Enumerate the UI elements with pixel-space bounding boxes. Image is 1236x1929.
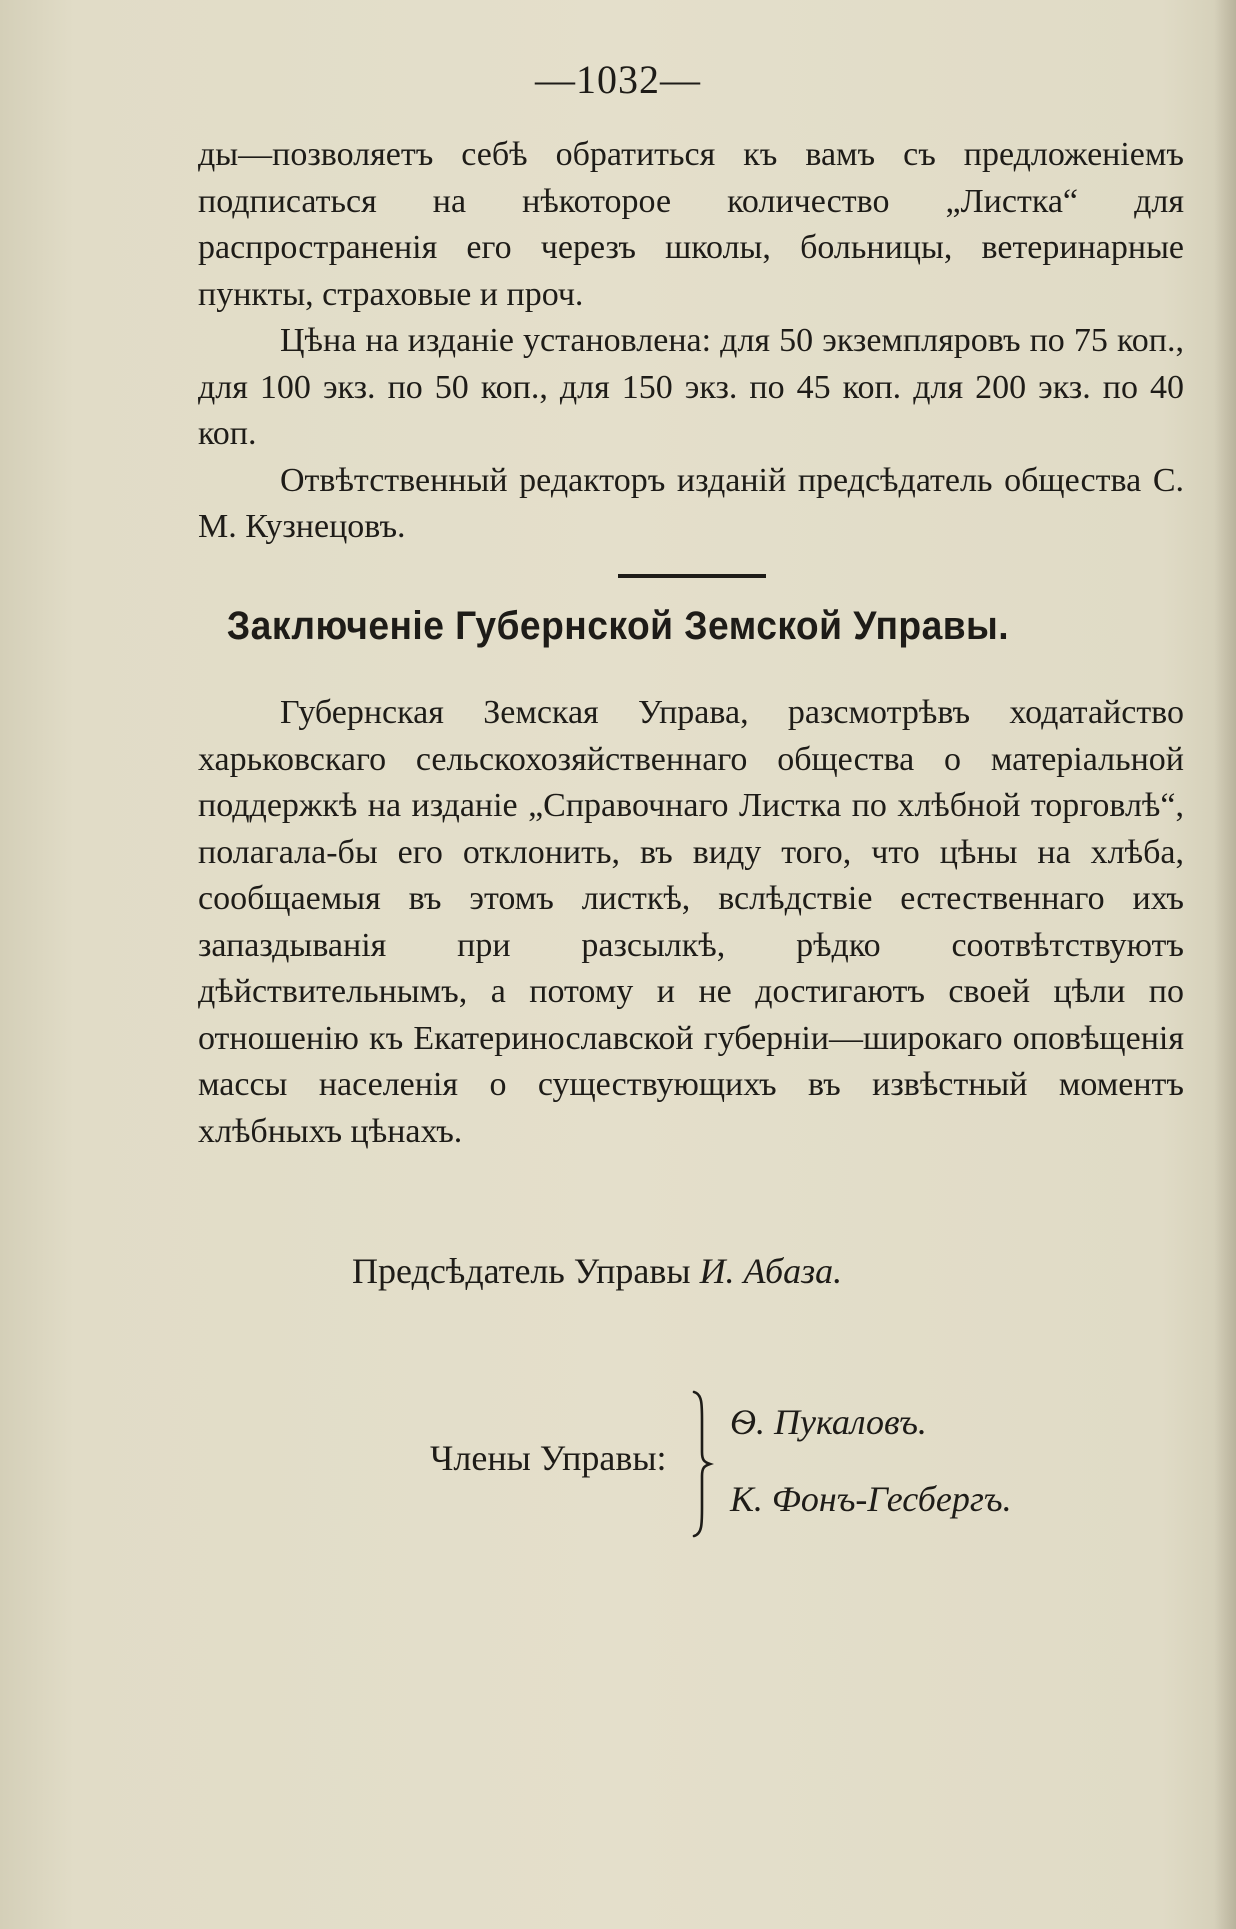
chairman-signature-line	[352, 1250, 842, 1292]
member-signature-2: К. Фонъ-Гесбергъ.	[730, 1479, 1012, 1519]
paragraph-price: Цѣна на изданіе установлена: для 50 экземпляровъ по 75 коп., для 100 экз. по 50 коп., для 150 экз. по 45 коп. для 200 экз. по 40 коп.	[198, 322, 1184, 452]
member-signature-1: Ѳ. Пукаловъ.	[730, 1402, 927, 1442]
curly-brace-icon	[688, 1390, 714, 1538]
paragraph-conclusion: Губернская Земская Управа, разсмотрѣвъ ходатайство харьковскаго сельскохозяйственнаго общества о матеріальной поддержкѣ на изданіе „Справочнаго Листка по хлѣбной торговлѣ“, полагала-бы его отклонить, въ виду того, что цѣны на хлѣба, сообщаемыя въ этомъ листкѣ, вслѣдствіе естественнаго ихъ запаздыванія при разсылкѣ, рѣдко соотвѣтствуютъ дѣйствительнымъ, а потому и не достигаютъ своей цѣли по отношенію къ Екатеринославской губерніи—широкаго оповѣщенія массы населенія о существующихъ въ извѣстный моментъ хлѣбныхъ цѣнахъ.	[198, 694, 1184, 1150]
paragraph-editor: Отвѣтственный редакторъ изданій предсѣдатель общества С. М. Кузнецовъ.	[198, 461, 1184, 545]
section-divider	[618, 574, 766, 578]
section-heading: Заключеніе Губернской Земской Управы.	[226, 604, 1010, 648]
paragraph-distribution: ды—позволяетъ себѣ обратиться къ вамъ съ предложеніемъ подписаться на нѣкоторое количество „Листка“ для распространенія его черезъ школы, больницы, ветеринарные пункты, страховые и проч.	[198, 136, 1184, 313]
top-text-section	[198, 132, 1184, 551]
members-label: Члены Управы:	[430, 1438, 667, 1478]
conclusion-text-section	[198, 690, 1184, 1155]
page-edge-shadow	[1214, 0, 1236, 1929]
chairman-label: Предсѣдатель Управы	[352, 1251, 691, 1291]
page-number: —1032—	[535, 57, 701, 102]
chairman-name: И. Абаза.	[699, 1251, 843, 1291]
